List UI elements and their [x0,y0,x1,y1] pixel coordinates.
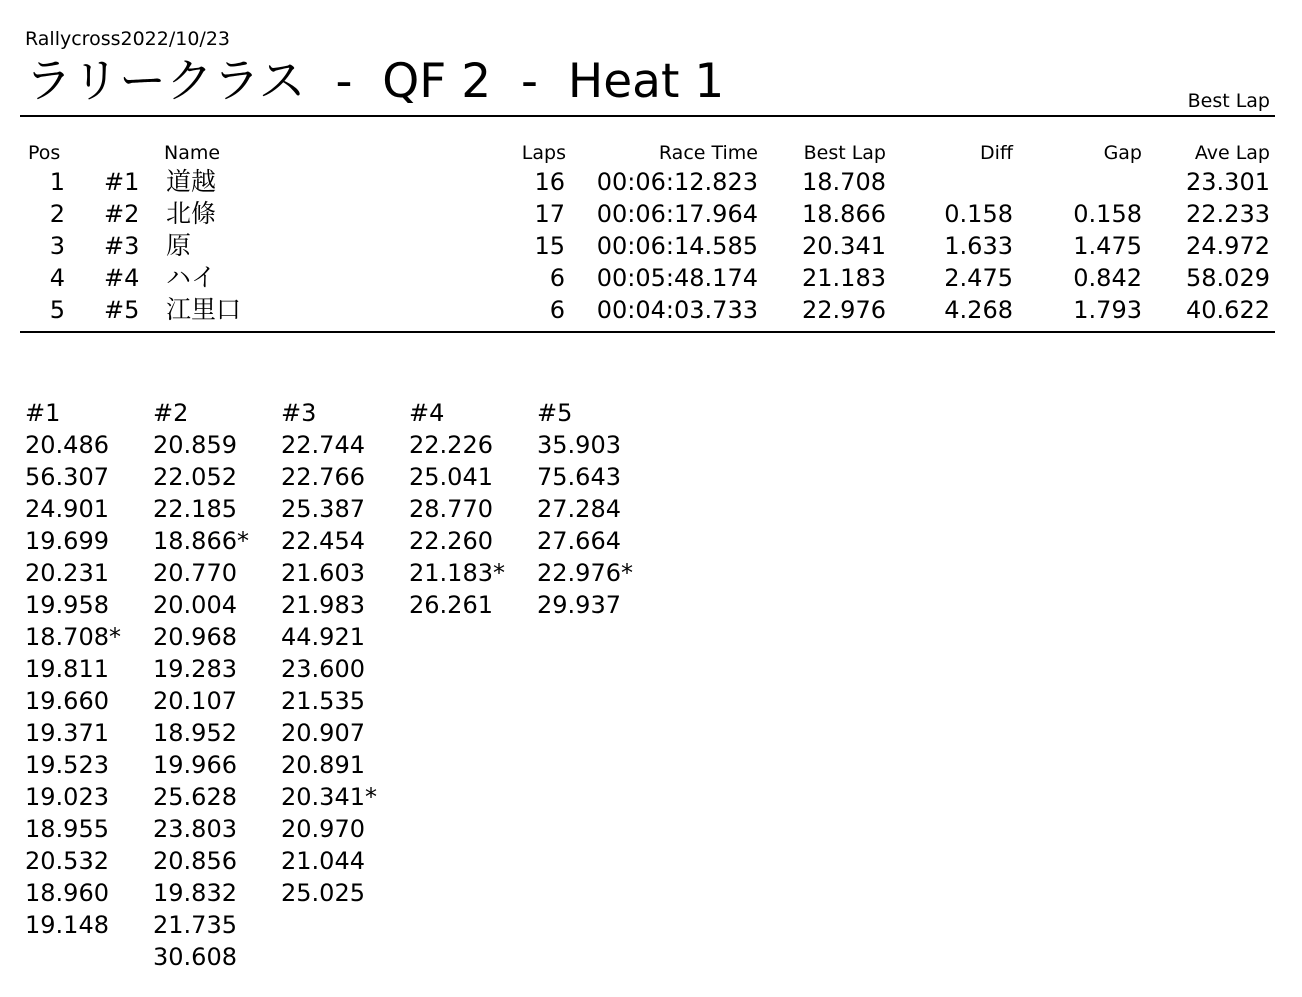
lap-time: 25.025 [281,879,365,907]
lap-time: 75.643 [537,463,621,491]
header-gap: Gap [1103,142,1142,164]
lap-time: 44.921 [281,623,365,651]
cell-race-time: 00:04:03.733 [596,296,758,324]
cell-diff: 4.268 [944,296,1013,324]
lap-time: 23.600 [281,655,365,683]
lap-time: 24.901 [25,495,109,523]
lap-time: 22.052 [153,463,237,491]
cell-laps: 15 [534,232,565,260]
cell-diff: 1.633 [944,232,1013,260]
lap-time: 25.041 [409,463,493,491]
lap-time: 22.766 [281,463,365,491]
cell-name: 北條 [166,199,217,228]
cell-gap: 1.475 [1073,232,1142,260]
lap-column [25,397,153,941]
lap-time: 22.976* [537,559,633,587]
lap-column [153,397,281,973]
cell-car-number: #5 [104,296,140,324]
cell-car-number: #3 [104,232,140,260]
lap-time: 26.261 [409,591,493,619]
lap-column-header: #1 [25,399,61,427]
lap-time: 20.891 [281,751,365,779]
page-title: ラリークラス - QF 2 - Heat 1 [25,54,725,109]
lap-time: 29.937 [537,591,621,619]
header-divider [20,115,1275,117]
lap-time: 19.699 [25,527,109,555]
lap-time: 22.185 [153,495,237,523]
lap-column-header: #3 [281,399,317,427]
results-divider [20,331,1275,333]
cell-pos: 5 [49,296,65,324]
lap-time: 20.859 [153,431,237,459]
lap-time: 21.983 [281,591,365,619]
cell-gap: 0.842 [1073,264,1142,292]
lap-time: 35.903 [537,431,621,459]
cell-pos: 2 [49,200,65,228]
lap-time: 18.955 [25,815,109,843]
lap-time: 22.454 [281,527,365,555]
cell-gap: 1.793 [1073,296,1142,324]
cell-race-time: 00:06:17.964 [596,200,758,228]
cell-best-lap: 22.976 [802,296,886,324]
lap-time: 22.260 [409,527,493,555]
lap-time: 30.608 [153,943,237,971]
cell-ave-lap: 40.622 [1186,296,1270,324]
cell-diff: 2.475 [944,264,1013,292]
cell-name: ハイ [166,263,217,292]
lap-time: 20.770 [153,559,237,587]
header-diff: Diff [980,142,1013,164]
lap-time: 18.866* [153,527,249,555]
lap-time: 21.044 [281,847,365,875]
lap-time: 19.523 [25,751,109,779]
lap-column [281,397,409,909]
lap-time: 22.226 [409,431,493,459]
cell-ave-lap: 23.301 [1186,168,1270,196]
cell-pos: 3 [49,232,65,260]
cell-best-lap: 18.866 [802,200,886,228]
lap-time: 18.952 [153,719,237,747]
lap-time: 22.744 [281,431,365,459]
header-race-time: Race Time [658,142,758,164]
lap-time: 20.341* [281,783,377,811]
cell-best-lap: 21.183 [802,264,886,292]
lap-time: 19.371 [25,719,109,747]
cell-car-number: #1 [104,168,140,196]
lap-column [409,397,537,621]
cell-best-lap: 18.708 [802,168,886,196]
cell-laps: 6 [549,264,565,292]
lap-column-header: #2 [153,399,189,427]
lap-time: 19.283 [153,655,237,683]
best-lap-label: Best Lap [1187,90,1270,112]
lap-time: 27.664 [537,527,621,555]
cell-pos: 1 [49,168,65,196]
lap-time: 21.535 [281,687,365,715]
cell-pos: 4 [49,264,65,292]
lap-column-header: #4 [409,399,445,427]
lap-time: 19.148 [25,911,109,939]
lap-time: 20.907 [281,719,365,747]
lap-time: 20.968 [153,623,237,651]
lap-time: 25.628 [153,783,237,811]
lap-time: 18.708* [25,623,121,651]
cell-ave-lap: 24.972 [1186,232,1270,260]
results-table [0,140,1302,326]
cell-laps: 6 [549,296,565,324]
cell-race-time: 00:06:14.585 [596,232,758,260]
lap-time: 20.231 [25,559,109,587]
cell-race-time: 00:05:48.174 [596,264,758,292]
event-subtitle: Rallycross2022/10/23 [25,28,231,50]
cell-car-number: #4 [104,264,140,292]
lap-time: 19.966 [153,751,237,779]
lap-column [537,397,665,621]
lap-time: 18.960 [25,879,109,907]
lap-time: 27.284 [537,495,621,523]
cell-ave-lap: 22.233 [1186,200,1270,228]
cell-best-lap: 20.341 [802,232,886,260]
table-row [0,230,1302,262]
lap-time: 25.387 [281,495,365,523]
lap-time: 20.107 [153,687,237,715]
lap-time: 20.856 [153,847,237,875]
cell-gap: 0.158 [1073,200,1142,228]
cell-race-time: 00:06:12.823 [596,168,758,196]
header-pos: Pos [28,142,61,164]
header-laps: Laps [521,142,566,164]
lap-time: 20.004 [153,591,237,619]
lap-time: 56.307 [25,463,109,491]
lap-column-header: #5 [537,399,573,427]
cell-laps: 17 [534,200,565,228]
table-row [0,166,1302,198]
lap-time: 21.735 [153,911,237,939]
cell-name: 江里口 [166,295,242,324]
cell-name: 道越 [166,167,217,196]
cell-laps: 16 [534,168,565,196]
results-header-row [0,140,1302,166]
lap-time: 19.958 [25,591,109,619]
table-row [0,198,1302,230]
lap-time: 19.832 [153,879,237,907]
table-row [0,262,1302,294]
lap-time: 21.603 [281,559,365,587]
lap-time: 28.770 [409,495,493,523]
cell-name: 原 [166,231,192,260]
lap-time: 20.970 [281,815,365,843]
cell-diff: 0.158 [944,200,1013,228]
lap-time: 19.023 [25,783,109,811]
lap-time: 19.660 [25,687,109,715]
lap-time: 21.183* [409,559,505,587]
lap-time: 20.532 [25,847,109,875]
lap-time: 23.803 [153,815,237,843]
header-best-lap: Best Lap [803,142,886,164]
table-row [0,294,1302,326]
lap-time: 20.486 [25,431,109,459]
header-name: Name [164,142,221,164]
header-ave-lap: Ave Lap [1194,142,1270,164]
lap-time: 19.811 [25,655,109,683]
cell-ave-lap: 58.029 [1186,264,1270,292]
cell-car-number: #2 [104,200,140,228]
